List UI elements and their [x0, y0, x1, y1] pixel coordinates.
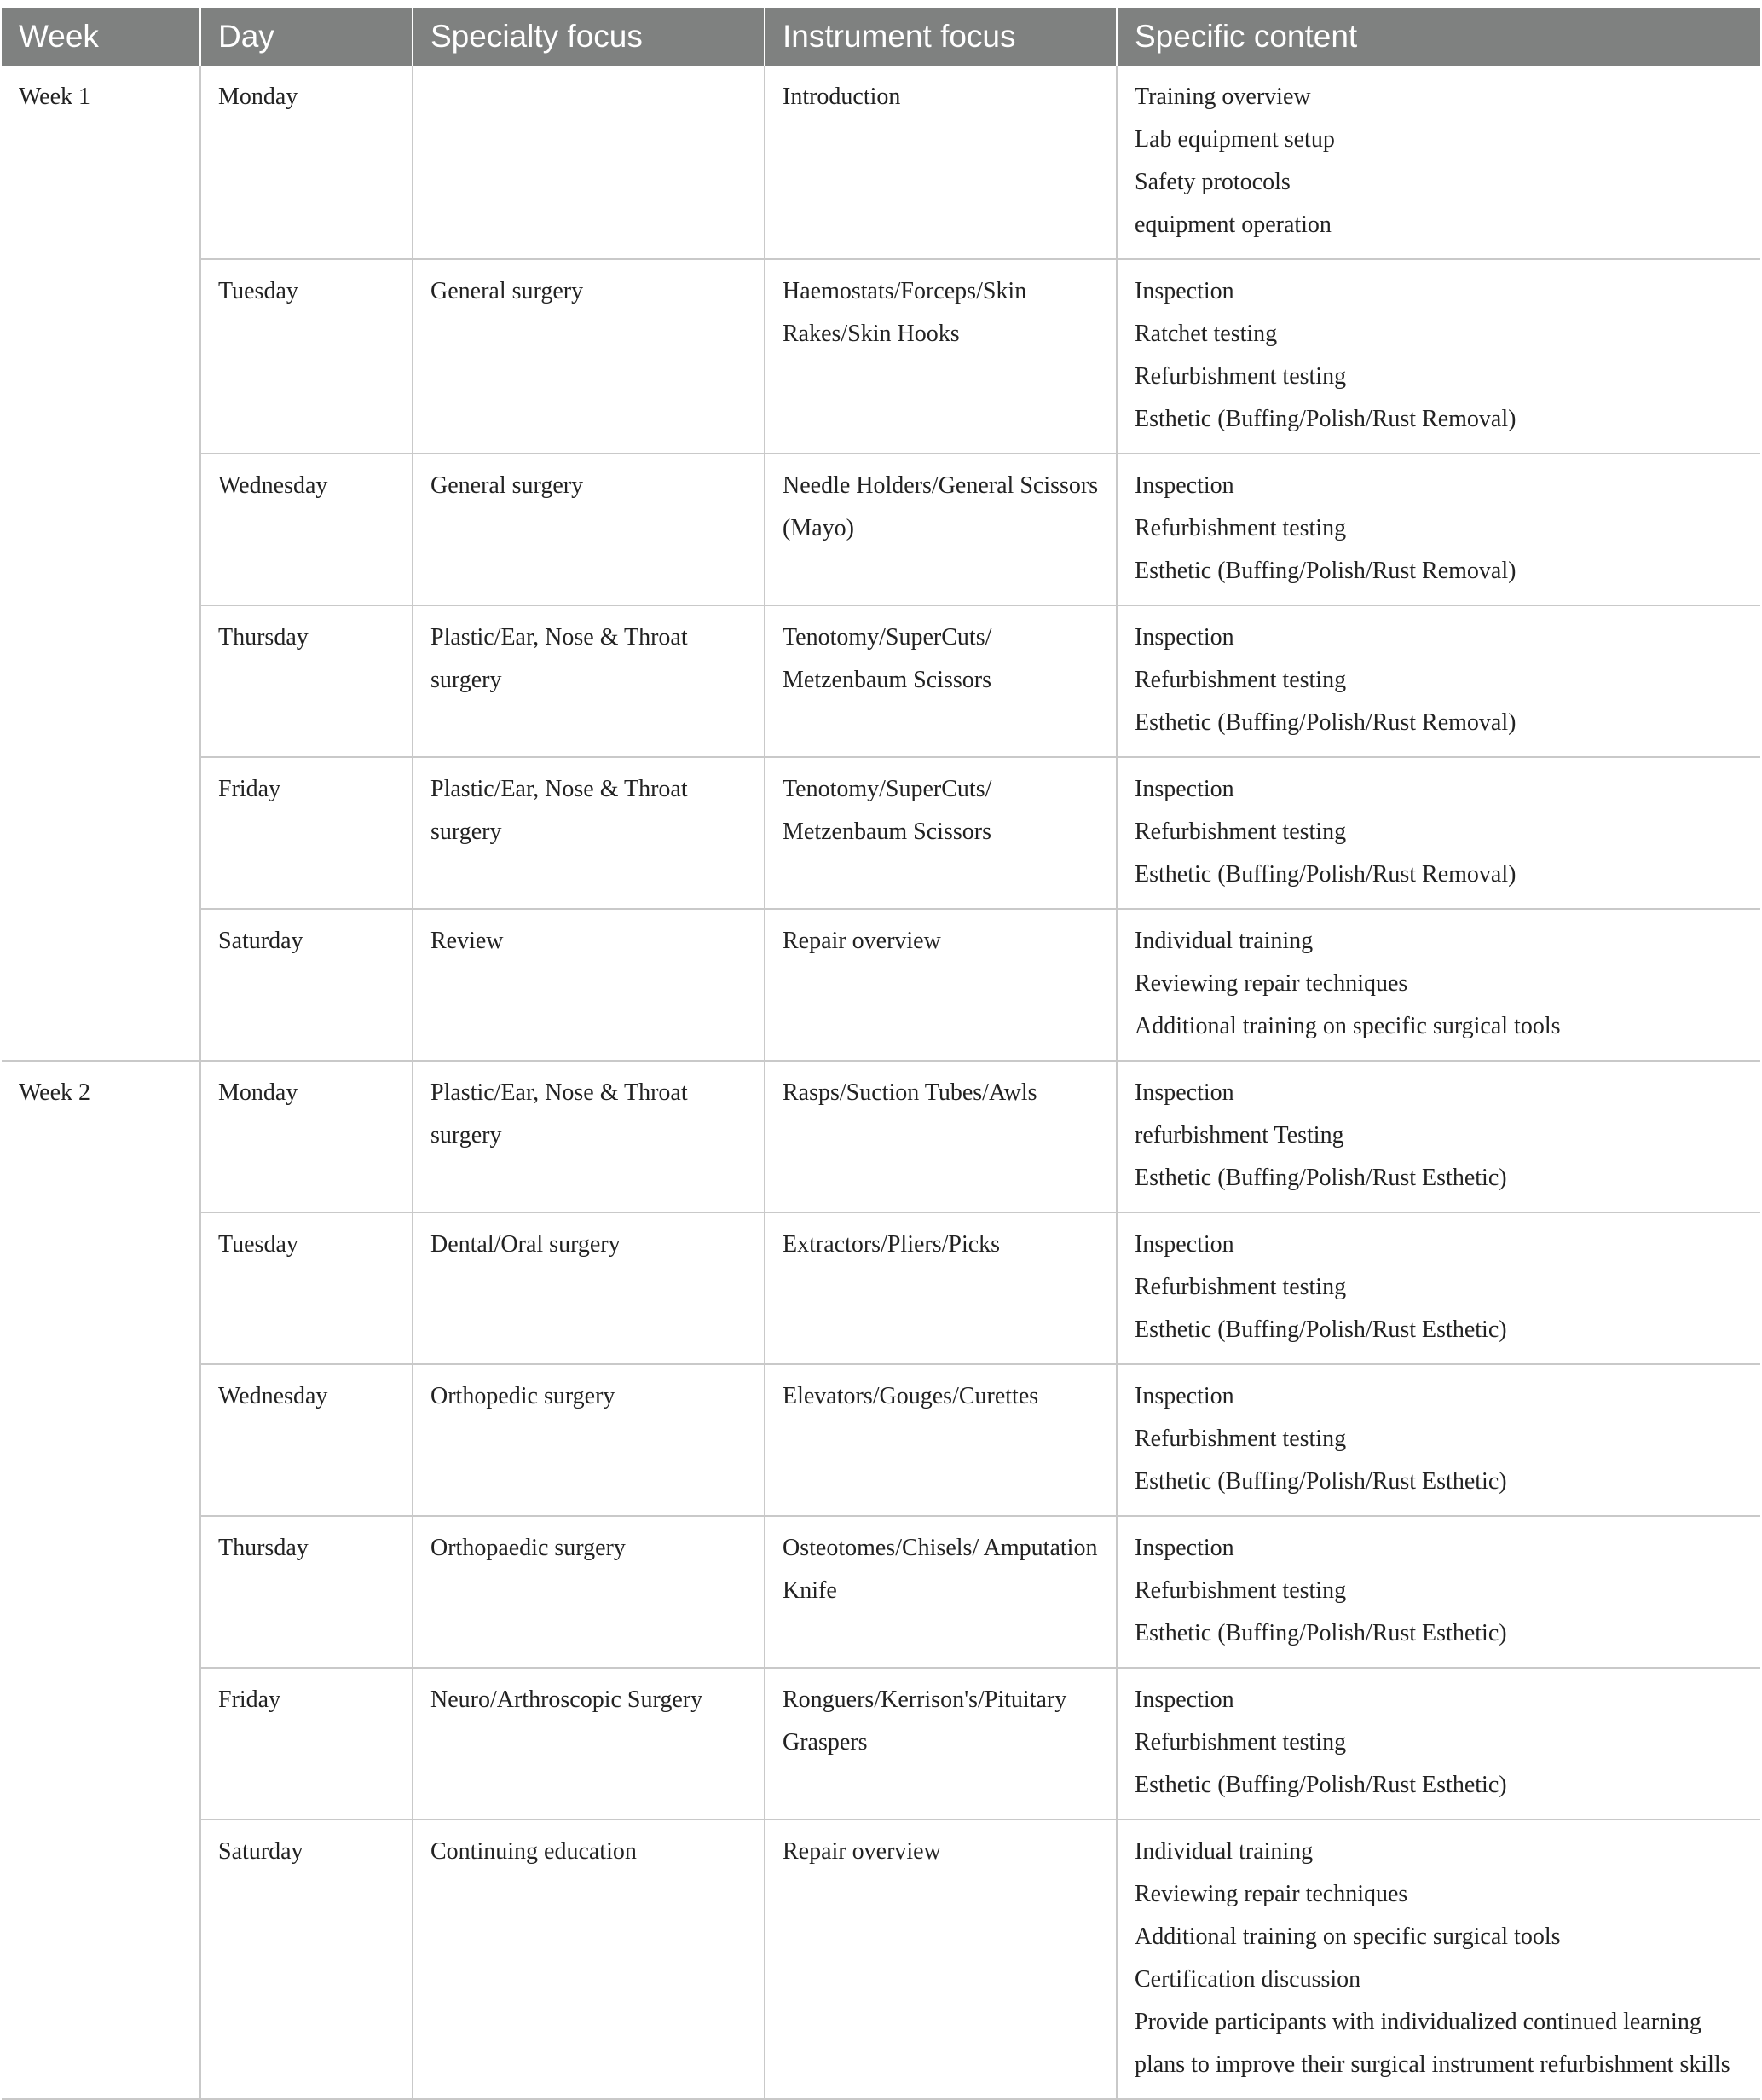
- content-item: Refurbishment testing: [1135, 1577, 1347, 1604]
- content-cell: [1117, 757, 1760, 909]
- day-cell: Tuesday: [200, 1212, 413, 1364]
- instrument-cell: Tenotomy/SuperCuts/ Metzenbaum Scissors: [765, 605, 1117, 757]
- specialty-cell: Plastic/Ear, Nose & Throat surgery: [413, 757, 765, 909]
- day-cell: Monday: [200, 1061, 413, 1212]
- content-item: equipment operation: [1135, 211, 1332, 238]
- day-cell: Tuesday: [200, 259, 413, 454]
- content-cell: [1117, 605, 1760, 757]
- day-cell: Thursday: [200, 605, 413, 757]
- content-item: Ratchet testing: [1135, 321, 1278, 347]
- table-row: [2, 1061, 1760, 1212]
- header-specialty-focus: Specialty focus: [413, 8, 765, 66]
- table-row: [2, 454, 1760, 605]
- content-item: Esthetic (Buffing/Polish/Rust Esthetic): [1135, 1165, 1507, 1191]
- content-item: Esthetic (Buffing/Polish/Rust Esthetic): [1135, 1316, 1507, 1343]
- instrument-cell: Rasps/Suction Tubes/Awls: [765, 1061, 1117, 1212]
- day-cell: Wednesday: [200, 454, 413, 605]
- table-row: [2, 66, 1760, 259]
- content-item: Refurbishment testing: [1135, 363, 1347, 390]
- table-row: [2, 1516, 1760, 1668]
- content-item: refurbishment Testing: [1135, 1122, 1344, 1148]
- content-item: Reviewing repair techniques: [1135, 1881, 1408, 1907]
- day-cell: Friday: [200, 757, 413, 909]
- specialty-cell: Orthopedic surgery: [413, 1364, 765, 1516]
- content-item: Individual training: [1135, 1838, 1314, 1865]
- content-cell: [1117, 1364, 1760, 1516]
- content-item: Inspection: [1135, 624, 1234, 651]
- table-row: [2, 1819, 1760, 2099]
- content-item: Refurbishment testing: [1135, 819, 1347, 845]
- content-item: Inspection: [1135, 472, 1234, 499]
- table-row: [2, 909, 1760, 1061]
- instrument-cell: Extractors/Pliers/Picks: [765, 1212, 1117, 1364]
- instrument-cell: Introduction: [765, 66, 1117, 259]
- week-cell: Week 1: [2, 66, 200, 1061]
- content-item: Provide participants with individualized continued learning plans to improve their surgical instrument refurbishment skills: [1135, 2009, 1730, 2078]
- instrument-cell: Repair overview: [765, 909, 1117, 1061]
- instrument-cell: Osteotomes/Chisels/ Amputation Knife: [765, 1516, 1117, 1668]
- header-row: [2, 8, 1760, 66]
- content-item: Esthetic (Buffing/Polish/Rust Esthetic): [1135, 1468, 1507, 1495]
- content-item: Esthetic (Buffing/Polish/Rust Esthetic): [1135, 1620, 1507, 1646]
- content-item: Inspection: [1135, 1686, 1234, 1713]
- content-item: Inspection: [1135, 1079, 1234, 1106]
- content-item: Safety protocols: [1135, 169, 1291, 195]
- content-item: Inspection: [1135, 278, 1234, 304]
- table-row: [2, 757, 1760, 909]
- specialty-cell: General surgery: [413, 259, 765, 454]
- content-item: Esthetic (Buffing/Polish/Rust Removal): [1135, 406, 1516, 432]
- content-item: Refurbishment testing: [1135, 1426, 1347, 1452]
- content-cell: [1117, 1819, 1760, 2099]
- header-day: Day: [200, 8, 413, 66]
- table-row: [2, 1212, 1760, 1364]
- content-item: Esthetic (Buffing/Polish/Rust Esthetic): [1135, 1772, 1507, 1798]
- content-item: Refurbishment testing: [1135, 1729, 1347, 1756]
- content-item: Individual training: [1135, 928, 1314, 954]
- content-item: Esthetic (Buffing/Polish/Rust Removal): [1135, 861, 1516, 888]
- table-row: [2, 1364, 1760, 1516]
- day-cell: Saturday: [200, 909, 413, 1061]
- content-item: Refurbishment testing: [1135, 515, 1347, 541]
- content-item: Inspection: [1135, 776, 1234, 802]
- content-cell: [1117, 1516, 1760, 1668]
- instrument-cell: Repair overview: [765, 1819, 1117, 2099]
- content-item: Esthetic (Buffing/Polish/Rust Removal): [1135, 558, 1516, 584]
- content-item: Inspection: [1135, 1231, 1234, 1258]
- day-cell: Thursday: [200, 1516, 413, 1668]
- content-item: Refurbishment testing: [1135, 667, 1347, 693]
- day-cell: Wednesday: [200, 1364, 413, 1516]
- specialty-cell: Plastic/Ear, Nose & Throat surgery: [413, 1061, 765, 1212]
- content-item: Certification discussion: [1135, 1966, 1361, 1993]
- content-cell: [1117, 454, 1760, 605]
- content-item: Lab equipment setup: [1135, 126, 1335, 153]
- table-row: [2, 1668, 1760, 1819]
- specialty-cell: Dental/Oral surgery: [413, 1212, 765, 1364]
- day-cell: Monday: [200, 66, 413, 259]
- specialty-cell: Review: [413, 909, 765, 1061]
- content-item: Inspection: [1135, 1535, 1234, 1561]
- content-cell: [1117, 1061, 1760, 1212]
- specialty-cell: Orthopaedic surgery: [413, 1516, 765, 1668]
- instrument-cell: Haemostats/Forceps/Skin Rakes/Skin Hooks: [765, 259, 1117, 454]
- day-cell: Friday: [200, 1668, 413, 1819]
- table-row: [2, 605, 1760, 757]
- week-cell: Week 2: [2, 1061, 200, 2099]
- content-item: Additional training on specific surgical tools: [1135, 1013, 1561, 1039]
- content-item: Refurbishment testing: [1135, 1274, 1347, 1300]
- content-cell: [1117, 1668, 1760, 1819]
- content-cell: [1117, 909, 1760, 1061]
- instrument-cell: Elevators/Gouges/Curettes: [765, 1364, 1117, 1516]
- specialty-cell: Plastic/Ear, Nose & Throat surgery: [413, 605, 765, 757]
- specialty-cell: Continuing education: [413, 1819, 765, 2099]
- specialty-cell: General surgery: [413, 454, 765, 605]
- content-item: Additional training on specific surgical tools: [1135, 1924, 1561, 1950]
- specialty-cell: [413, 66, 765, 259]
- header-specific-content: Specific content: [1117, 8, 1760, 66]
- instrument-cell: Needle Holders/General Scissors (Mayo): [765, 454, 1117, 605]
- specialty-cell: Neuro/Arthroscopic Surgery: [413, 1668, 765, 1819]
- content-cell: [1117, 66, 1760, 259]
- content-item: Esthetic (Buffing/Polish/Rust Removal): [1135, 709, 1516, 736]
- table-row: [2, 259, 1760, 454]
- instrument-cell: Ronguers/Kerrison's/Pituitary Graspers: [765, 1668, 1117, 1819]
- content-cell: [1117, 259, 1760, 454]
- day-cell: Saturday: [200, 1819, 413, 2099]
- content-cell: [1117, 1212, 1760, 1364]
- table-header: [2, 8, 1760, 66]
- header-instrument-focus: Instrument focus: [765, 8, 1117, 66]
- instrument-cell: Tenotomy/SuperCuts/ Metzenbaum Scissors: [765, 757, 1117, 909]
- training-schedule-table: [2, 8, 1760, 2100]
- content-item: Inspection: [1135, 1383, 1234, 1409]
- content-item: Training overview: [1135, 84, 1311, 110]
- content-item: Reviewing repair techniques: [1135, 970, 1408, 997]
- table-body: [2, 66, 1760, 2099]
- header-week: Week: [2, 8, 200, 66]
